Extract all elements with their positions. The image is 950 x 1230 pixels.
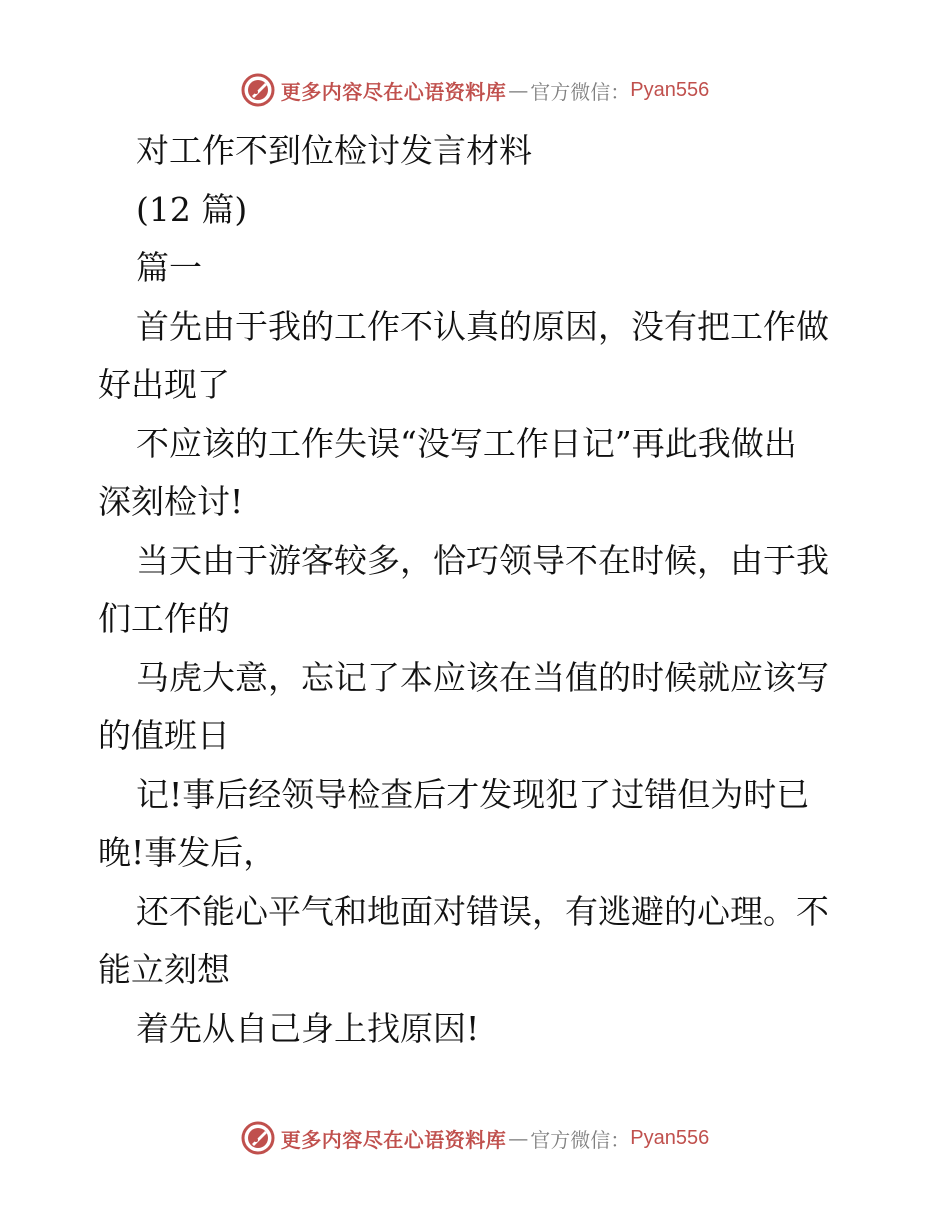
paragraph-line: 们工作的 xyxy=(98,599,230,638)
document-subtitle: (12 篇) xyxy=(136,189,248,229)
section-heading: 篇一 xyxy=(136,248,202,287)
paragraph-line: 晚!事发后， xyxy=(98,833,277,872)
document-body xyxy=(98,122,858,1058)
pen-nib-logo-icon xyxy=(241,73,275,107)
document-title: 对工作不到位检讨发言材料 xyxy=(136,131,532,170)
paragraph-line: 深刻检讨! xyxy=(98,482,244,521)
banner-separator: — xyxy=(508,1126,529,1150)
banner-brand-text: 更多内容尽在心语资料库 xyxy=(280,79,507,104)
paragraph-line: 好出现了 xyxy=(98,365,230,404)
paragraph-line: 首先由于我的工作不认真的原因，没有把工作做 xyxy=(136,306,829,346)
banner-wechat-id: Pyan556 xyxy=(630,1126,710,1149)
paragraph-line: 当天由于游客较多，恰巧领导不在时候，由于我 xyxy=(136,540,829,580)
paragraph-line: 记!事后经领导检查后才发现犯了过错但为时已 xyxy=(136,774,810,814)
paragraph-line: 的值班日 xyxy=(98,716,230,755)
header-banner xyxy=(0,70,950,110)
banner-wechat-label: 官方微信： xyxy=(530,1127,631,1152)
paragraph-line: 着先从自己身上找原因! xyxy=(136,1008,480,1048)
banner-brand-text: 更多内容尽在心语资料库 xyxy=(280,1127,507,1152)
footer-banner xyxy=(0,1118,950,1158)
paragraph-line: 不应该的工作失误“没写工作日记”再此我做出 xyxy=(136,423,797,463)
banner-separator: — xyxy=(508,78,529,102)
banner-wechat-id: Pyan556 xyxy=(630,78,710,101)
pen-nib-logo-icon xyxy=(241,1121,275,1155)
banner-wechat-label: 官方微信： xyxy=(530,79,631,104)
paragraph-line: 还不能心平气和地面对错误，有逃避的心理。不 xyxy=(136,891,829,931)
paragraph-line: 能立刻想 xyxy=(98,950,230,989)
paragraph-line: 马虎大意，忘记了本应该在当值的时候就应该写 xyxy=(136,657,829,697)
